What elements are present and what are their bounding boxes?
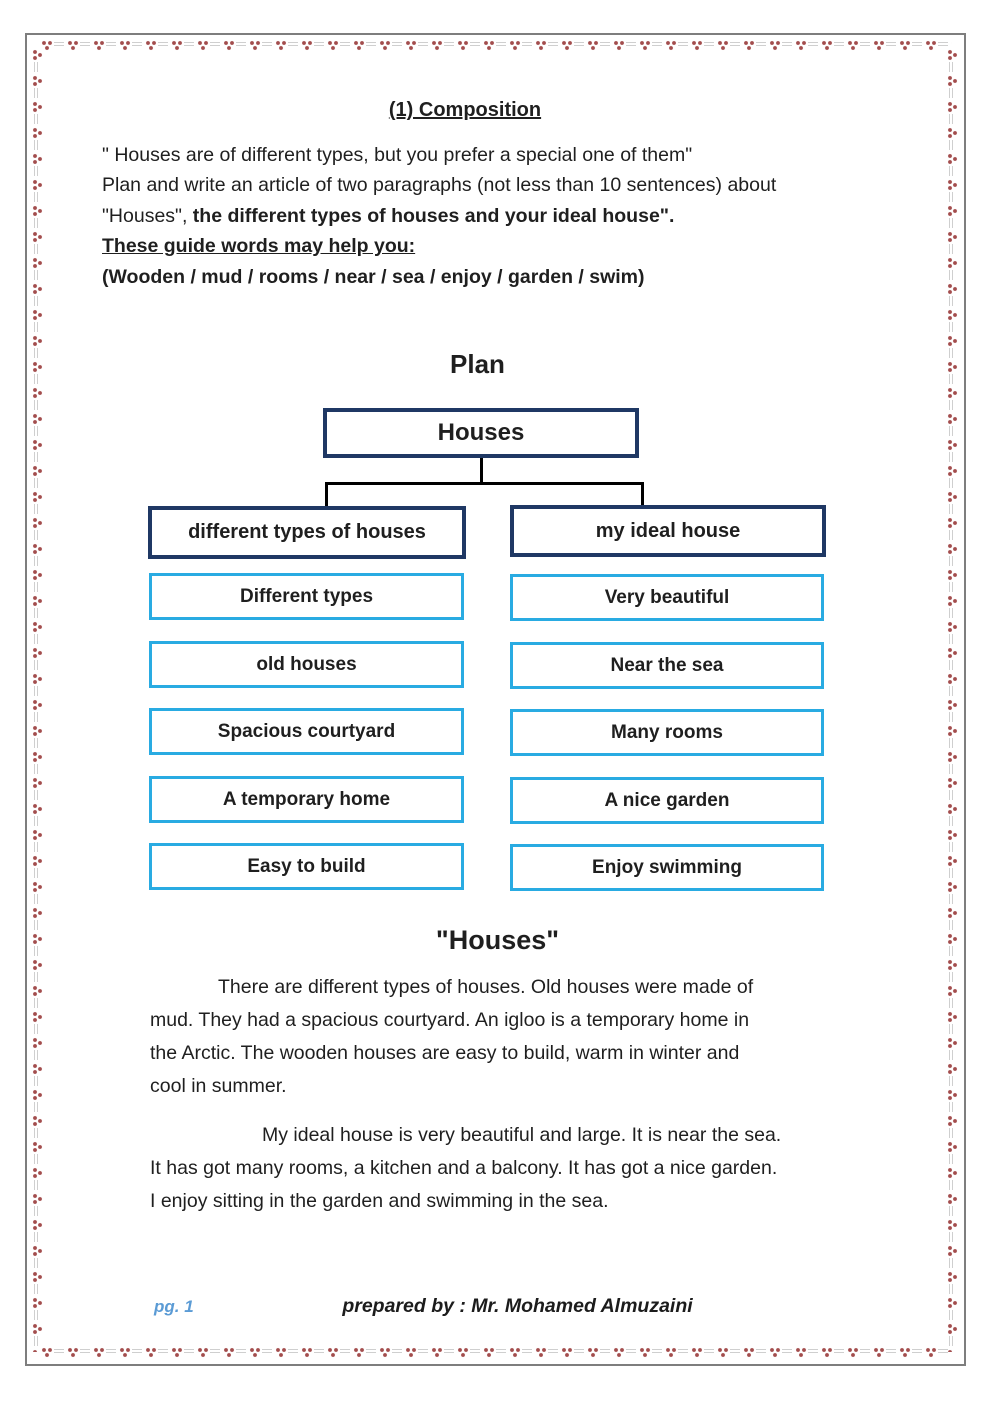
essay-p2-line-3: I enjoy sitting in the garden and swimming in the sea. xyxy=(150,1190,609,1212)
essay-p1-line-1: There are different types of houses. Old houses were made of xyxy=(218,976,754,998)
plan-right-item-2: Near the sea xyxy=(510,642,824,689)
plan-right-item-1: Very beautiful xyxy=(510,574,824,621)
intro-line-1: " Houses are of different types, but you prefer a special one of them" xyxy=(102,144,693,166)
plan-branch-right-header: my ideal house xyxy=(510,505,826,557)
intro-text xyxy=(102,140,776,292)
connector-drop-left xyxy=(325,482,328,508)
ornamental-border-right xyxy=(946,47,960,1352)
ornamental-border-bottom xyxy=(39,1346,952,1360)
plan-left-item-1: Different types xyxy=(149,573,464,620)
footer-page-number: pg. 1 xyxy=(154,1297,194,1316)
plan-left-item-5: Easy to build xyxy=(149,843,464,890)
plan-branch-left-header: different types of houses xyxy=(148,506,466,559)
intro-line-3-normal: "Houses", xyxy=(102,204,193,227)
essay-p1-line-2: mud. They had a spacious courtyard. An igloo is a temporary home in xyxy=(150,1009,750,1031)
plan-left-item-2: old houses xyxy=(149,641,464,688)
connector-horizontal-bar xyxy=(325,482,644,485)
essay-p2-line-1: My ideal house is very beautiful and large. It is near the sea. xyxy=(262,1124,782,1146)
plan-left-item-3: Spacious courtyard xyxy=(149,708,464,755)
ornamental-border-left xyxy=(31,47,45,1352)
connector-stem xyxy=(480,456,483,484)
plan-root-node: Houses xyxy=(323,408,639,458)
essay-p2-line-2: It has got many rooms, a kitchen and a balcony. It has got a nice garden. xyxy=(150,1157,778,1179)
intro-line-3 xyxy=(102,201,776,231)
intro-line-3-bold: the different types of houses and your ideal house". xyxy=(192,204,675,227)
essay-paragraph-2 xyxy=(150,1119,860,1218)
intro-line-2: Plan and write an article of two paragraphs (not less than 10 sentences) about xyxy=(102,174,777,197)
essay-title: "Houses" xyxy=(435,925,560,955)
plan-left-item-4: A temporary home xyxy=(149,776,464,823)
plan-heading: Plan xyxy=(450,349,505,379)
guide-words-list: (Wooden / mud / rooms / near / sea / enjoy / garden / swim) xyxy=(102,265,645,288)
plan-right-item-4: A nice garden xyxy=(510,777,824,824)
guide-words-heading: These guide words may help you: xyxy=(102,235,416,258)
essay-p1-line-4: cool in summer. xyxy=(150,1075,287,1097)
ornamental-border-top xyxy=(39,39,952,53)
essay-paragraph-1 xyxy=(150,971,860,1103)
connector-drop-right xyxy=(641,482,644,507)
footer-prepared-by: prepared by : Mr. Mohamed Almuzaini xyxy=(342,1295,693,1317)
composition-title: (1) Composition xyxy=(388,99,542,121)
plan-right-item-3: Many rooms xyxy=(510,709,824,756)
plan-right-item-5: Enjoy swimming xyxy=(510,844,824,891)
essay-p1-line-3: the Arctic. The wooden houses are easy to build, warm in winter and xyxy=(150,1042,740,1064)
